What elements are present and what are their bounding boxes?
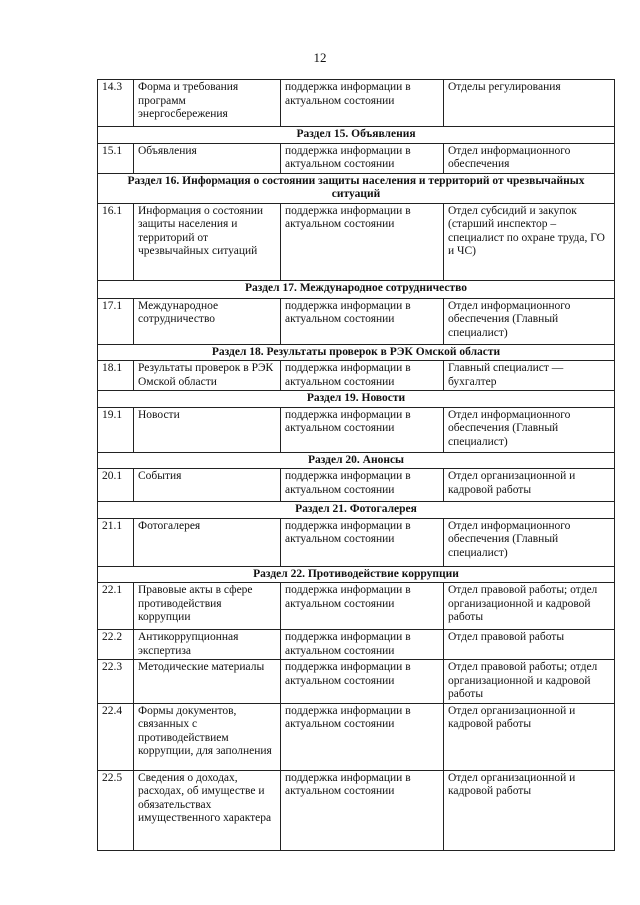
section-title: Раздел 16. Информация о состоянии защиты населения и территорий от чрезвычайных ситуаций: [98, 173, 615, 203]
item-number: 14.3: [98, 80, 134, 127]
item-number: 21.1: [98, 518, 134, 566]
section-header-row: [98, 566, 615, 583]
item-action: поддержка информации в актуальном состоянии: [281, 583, 444, 630]
document-table: [97, 79, 615, 851]
item-name: Новости: [134, 407, 281, 452]
item-number: 22.5: [98, 770, 134, 850]
section-header-row: [98, 452, 615, 469]
table-row: [98, 770, 615, 850]
item-name: Результаты проверок в РЭК Омской области: [134, 361, 281, 391]
item-action: поддержка информации в актуальном состоянии: [281, 660, 444, 704]
section-title: Раздел 20. Анонсы: [98, 452, 615, 469]
item-action: поддержка информации в актуальном состоянии: [281, 469, 444, 502]
item-name: Правовые акты в сфере противодействия коррупции: [134, 583, 281, 630]
item-name: Объявления: [134, 143, 281, 173]
table-row: [98, 143, 615, 173]
section-header-row: [98, 502, 615, 519]
item-name: Формы документов, связанных с противодействием коррупции, для заполнения: [134, 703, 281, 770]
item-number: 17.1: [98, 298, 134, 344]
table-row: [98, 703, 615, 770]
item-name: Международное сотрудничество: [134, 298, 281, 344]
item-responsible: Отдел организационной и кадровой работы: [444, 469, 615, 502]
table-body: [98, 80, 615, 851]
section-title: Раздел 15. Объявления: [98, 127, 615, 144]
item-action: поддержка информации в актуальном состоянии: [281, 298, 444, 344]
item-responsible: Отделы регулирования: [444, 80, 615, 127]
section-title: Раздел 19. Новости: [98, 391, 615, 408]
table-row: [98, 298, 615, 344]
item-number: 16.1: [98, 203, 134, 280]
section-header-row: [98, 344, 615, 361]
item-name: Сведения о доходах, расходах, об имуществе и обязательствах имущественного характера: [134, 770, 281, 850]
item-responsible: Отдел субсидий и закупок (старший инспектор – специалист по охране труда, ГО и ЧС): [444, 203, 615, 280]
item-name: Информация о состоянии защиты населения и территорий от чрезвычайных ситуаций: [134, 203, 281, 280]
item-name: Фотогалерея: [134, 518, 281, 566]
item-responsible: Отдел организационной и кадровой работы: [444, 770, 615, 850]
item-responsible: Отдел правовой работы; отдел организационной и кадровой работы: [444, 660, 615, 704]
item-action: поддержка информации в актуальном состоянии: [281, 361, 444, 391]
table-row: [98, 630, 615, 660]
section-title: Раздел 18. Результаты проверок в РЭК Омской области: [98, 344, 615, 361]
item-action: поддержка информации в актуальном состоянии: [281, 518, 444, 566]
table-row: [98, 469, 615, 502]
item-action: поддержка информации в актуальном состоянии: [281, 407, 444, 452]
item-responsible: Отдел информационного обеспечения: [444, 143, 615, 173]
item-number: 18.1: [98, 361, 134, 391]
item-responsible: Отдел правовой работы; отдел организационной и кадровой работы: [444, 583, 615, 630]
item-responsible: Отдел правовой работы: [444, 630, 615, 660]
item-responsible: Отдел информационного обеспечения (Главный специалист): [444, 518, 615, 566]
item-number: 22.2: [98, 630, 134, 660]
item-responsible: Отдел информационного обеспечения (Главный специалист): [444, 298, 615, 344]
item-number: 20.1: [98, 469, 134, 502]
table-row: [98, 660, 615, 704]
item-action: поддержка информации в актуальном состоянии: [281, 143, 444, 173]
section-header-row: [98, 391, 615, 408]
item-action: поддержка информации в актуальном состоянии: [281, 703, 444, 770]
table-row: [98, 361, 615, 391]
item-number: 22.4: [98, 703, 134, 770]
table-row: [98, 583, 615, 630]
item-name: Методические материалы: [134, 660, 281, 704]
item-number: 15.1: [98, 143, 134, 173]
item-number: 22.1: [98, 583, 134, 630]
table-row: [98, 203, 615, 280]
section-header-row: [98, 173, 615, 203]
section-title: Раздел 21. Фотогалерея: [98, 502, 615, 519]
item-name: Форма и требования программ энергосбережения: [134, 80, 281, 127]
section-header-row: [98, 280, 615, 298]
section-header-row: [98, 127, 615, 144]
item-action: поддержка информации в актуальном состоянии: [281, 80, 444, 127]
section-title: Раздел 22. Противодействие коррупции: [98, 566, 615, 583]
page-number: 12: [313, 50, 327, 65]
table-row: [98, 407, 615, 452]
table-row: [98, 80, 615, 127]
item-action: поддержка информации в актуальном состоянии: [281, 630, 444, 660]
item-number: 19.1: [98, 407, 134, 452]
item-name: События: [134, 469, 281, 502]
item-action: поддержка информации в актуальном состоянии: [281, 203, 444, 280]
item-responsible: Отдел информационного обеспечения (Главный специалист): [444, 407, 615, 452]
item-responsible: Главный специалист — бухгалтер: [444, 361, 615, 391]
item-responsible: Отдел организационной и кадровой работы: [444, 703, 615, 770]
table-row: [98, 518, 615, 566]
item-number: 22.3: [98, 660, 134, 704]
item-action: поддержка информации в актуальном состоянии: [281, 770, 444, 850]
item-name: Антикоррупционная экспертиза: [134, 630, 281, 660]
section-title: Раздел 17. Международное сотрудничество: [98, 280, 615, 298]
